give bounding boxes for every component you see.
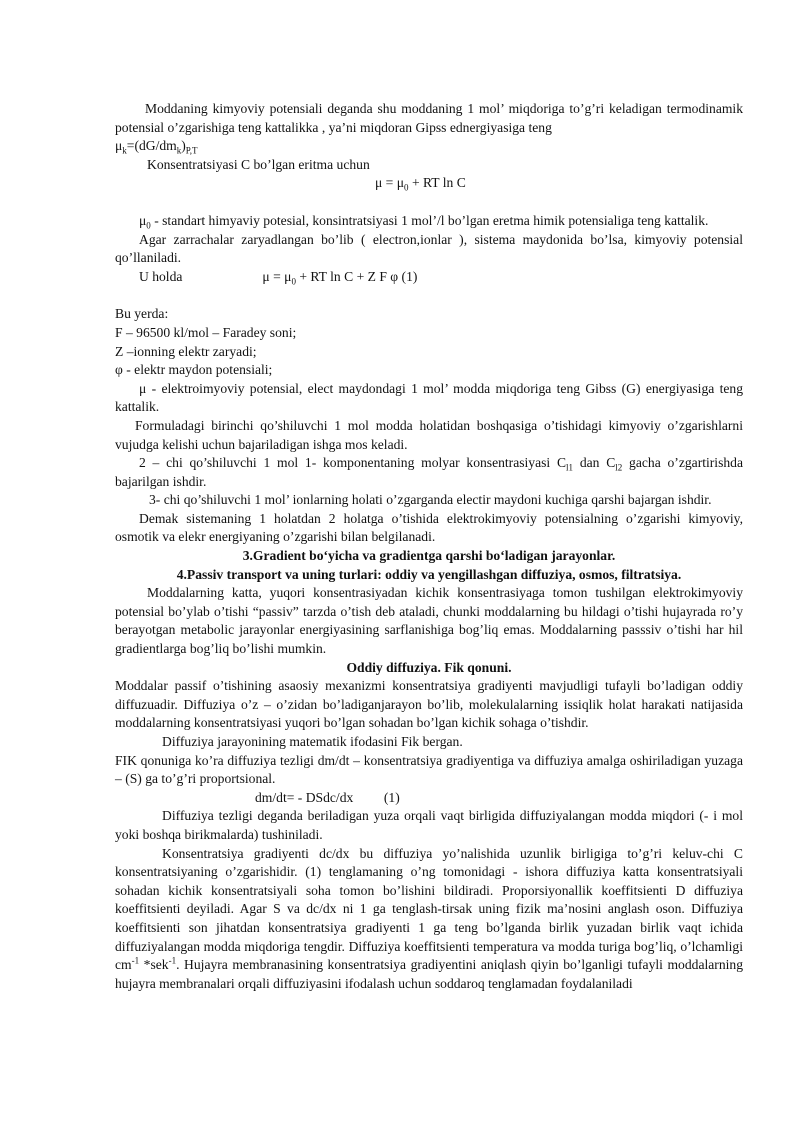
formula-mu-k: $\mu_k=(dG/dm_k)_{P,T}$ [115,138,198,156]
formula-electrochemical: $\mu = \mu_0$ + RT ln C + Z F φ (1) [262,268,418,287]
paragraph-standard-potential: $\mu_0$ - standart himyaviy potesial, konsintratsiyasi 1 mol’/l bo’lgan eretma himik potensialiga teng kattalik. [139,212,709,231]
paragraph-charged-particles: Agar zarrachalar zaryadlangan bo’lib ( electron,ionlar ), sistema maydonida bo’lsa, kimyoviy potensial qo’llaniladi. [115,231,743,266]
paragraph-second-term: 2 – chi qo’shiluvchi 1 mol 1- komponentaning molyar konsentrasiyasi $C_{l1}$ dan $C_{l2}$ gacha o’zgartirishda bajarilgan ishdir. [115,455,744,489]
paragraph-electrochemical-potential: μ - elektroimyoviy potensial, elect maydondagi 1 mol’ modda miqdoriga teng Gibss (G) energiyasiga teng kattalik. [115,380,743,415]
paragraph-chemical-potential: Moddaning kimyoviy potensiali deganda shu moddaning 1 mol’ miqdoriga to’g’ri keladigan termodinamik potensial o’zgarishiga teng kattalikka , ya’ni miqdoran Gipss ednergiyasiga teng $\mu_k=(dG/dm_k)_{P,T}$ [115,101,743,156]
paragraph-passive: Moddalarning katta, yuqori konsentrasiyadan kichik konsentrasiyaga tomon tushilgan elektrokimyoviy potensial bo’ylab o’tishi “passiv” tarzda o’tish deb ataladi, chunki moddalarning bu hildagi o’tishi hujayrada ro’y berayotgan metabolic jarayonlar energiyasining sarflanishiga bog’liq emas. Moddalarning passsiv o’tishi har hil gradientlarga bog’liq bo’lishi mumkin. [115,585,743,657]
def-faraday: F – 96500 kl/mol – Faradey soni; [115,324,297,340]
paragraph-fick-law: FIK qonuniga ko’ra diffuziya tezligi dm/dt – konsentratsiya gradiyentiga va diffuziya amalga oshiriladigan yuzaga – (S) ga to’g’ri proportsional. [115,752,743,787]
def-field-potential: φ - elektr maydon potensiali; [115,362,273,378]
paragraph-concentration: Konsentratsiyasi C bo’lgan eritma uchun [147,156,370,172]
paragraph-gradient: Konsentratsiya gradiyenti dc/dx bu diffuziya yo’nalishida uzunlik birligiga to’g’ri keluv-chi C konsentratsiyaning o’zgarishidir. (1) tenglamaning o’ng tomonidagi - ishora diffuziya katta konsentratsiyali sohadan kichik konsentratsiyali soha tomon bo’lishini bildiradi. Proporsiyonallik koeffitsienti D diffuziya koeffitsienti deyiladi. Agar S va dc/dx ni 1 ga tenglash-tirsak uning fizik ma’nosini anglash oson. Diffuziya koeffitsienti son jihatdan konsentratsiya gradiyenti 1 ga teng bo’lganda birlik yuzadan birlik vaqt ichida diffuziyalangan modda miqdoriga tengdir. Diffuziya koeffitsienti temperatura va modda turiga bog’liq, o’lchamligi $cm^{-1}$ *sek$^{-1}$. Hujayra membranasining konsentratsiya gradiyentini aniqlash qiyin bo’lganligi tufayli moddalarning hujayra membranalari orqali diffuziyasini ifodalash uchun soddaroq tenglamadan foydalaniladi [115,845,743,991]
paragraph-first-term: Formuladagi birinchi qo’shiluvchi 1 mol modda holatidan boshqasiga o’tishidagi kimyoviy o’zgarishlarni vujudga kelishi uchun bajariladigan ishga mos keladi. [115,417,743,452]
paragraph-fick: Diffuziya jarayonining matematik ifodasini Fik bergan. [162,734,463,749]
paragraph-conclusion: Demak sistemaning 1 holatdan 2 holatga o’tishida elektrokimyoviy potensialning o’zgarishi kimyoviy, osmotik va elekr energiyaning o’zgarishi bilan belgilanadi. [115,510,743,545]
heading-passive-transport: 4.Passiv transport va uning turlari: oddiy va yengillashgan diffuziya, osmos, filtratsiya. [176,566,682,582]
formula-mu-ln-c: $\mu = \mu_0$ + RT ln C [375,175,466,194]
paragraph-third-term: 3- chi qo’shiluvchi 1 mol’ ionlarning holati o’zgarganda electir maydoni kuchiga qarshi bajargan ishdir. [149,492,712,508]
paragraph-then: U holda $\mu = \mu_0$ + RT ln C + Z F φ (1) [139,268,418,287]
formula-fick: dm/dt= - DSdc/dx (1) [255,789,400,805]
paragraph-diffusion-mechanism: Moddalar passif o’tishining asaosiy mexanizmi konsentratsiya gradiyenti mavjudligi tufayli bo’ladigan oddiy diffuzuadir. Diffuziya o’z – o’zidan bo’ladiganjarayon bo’lib, molekulalarning issiqlik holat harakati natijasida moddalarning konsentratsiyasi yuqori bo’lgan sohadan bo’lgan kichik sohaga o’tishdir. [115,678,743,731]
heading-gradient: 3.Gradient bo‘yicha va gradientga qarshi bo‘ladigan jarayonlar. [242,548,616,564]
document-page [115,100,743,993]
def-heading: Bu yerda: [115,306,169,322]
heading-simple-diffusion: Oddiy diffuziya. Fik qonuni. [346,659,512,675]
def-charge: Z –ionning elektr zaryadi; [115,343,257,359]
paragraph-diffusion-rate: Diffuziya tezligi deganda beriladigan yuza orqali vaqt birligida diffuziyalangan modda miqdori (- i mol yoki boshqa birikmalarda) tushiniladi. [115,808,743,842]
